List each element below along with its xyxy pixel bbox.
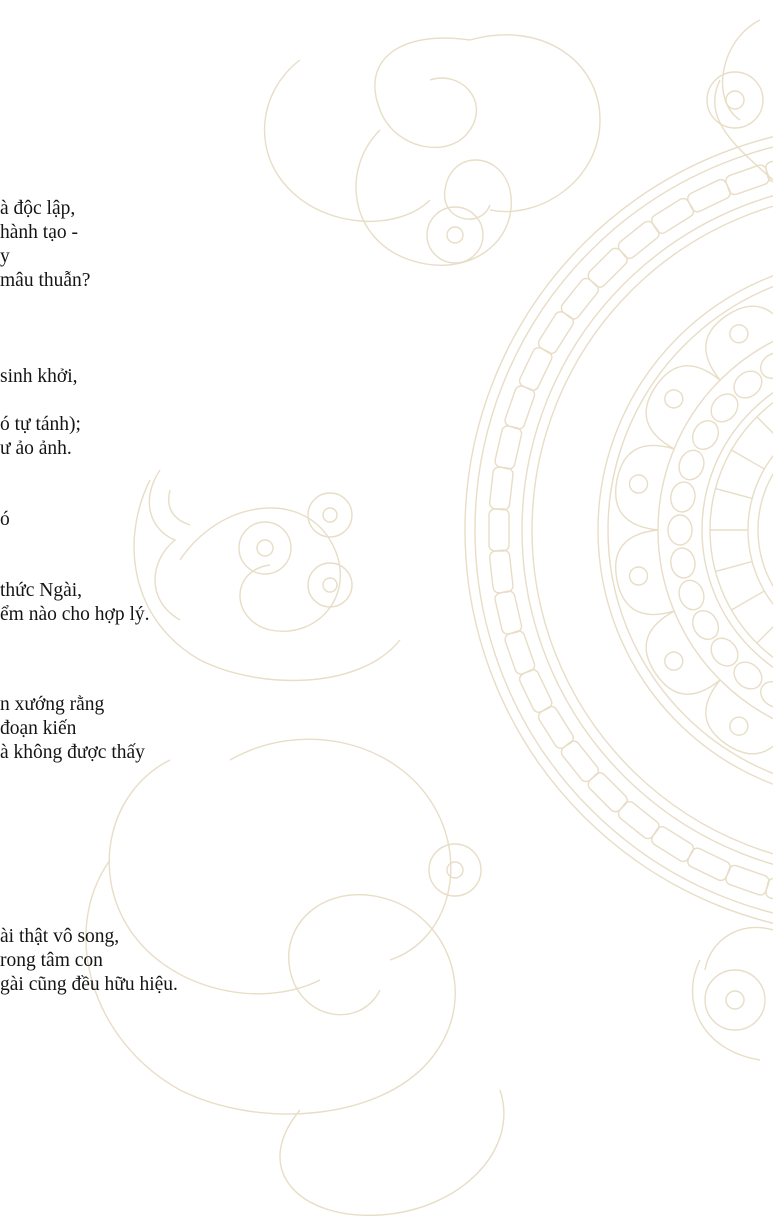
swirl-eye-7 <box>705 970 765 1030</box>
verse-line: ài thật vô song, <box>0 926 120 947</box>
swirl-eye-5-inner <box>447 862 463 878</box>
mandala-bead <box>668 480 697 514</box>
mandala-bead <box>756 348 773 384</box>
mandala-spoke <box>757 616 773 643</box>
mandala-petal-swirl <box>665 652 683 670</box>
verse-line: hành tạo - <box>0 222 78 243</box>
mandala-spoke <box>716 562 753 572</box>
verse-line: ểm nào cho hợp lý. <box>0 604 150 625</box>
mandala-petals <box>616 276 773 785</box>
mandala-petal-swirl <box>665 390 683 408</box>
mandala-block <box>616 219 661 261</box>
verse-line: ó tự tánh); <box>0 414 81 435</box>
verse-line: ó <box>0 509 10 530</box>
mandala-block <box>724 163 770 196</box>
mandala-petal <box>616 445 674 530</box>
swirl-eye-4-inner <box>323 578 337 592</box>
swirl-eye-1-inner <box>447 227 463 243</box>
mandala-ring-11 <box>758 418 773 642</box>
verse-line: rong tâm con <box>0 950 103 971</box>
swirl-eye-7-inner <box>726 991 744 1009</box>
cloud-swirl-right-bottom <box>693 927 773 1060</box>
mandala-block <box>494 425 523 470</box>
mandala-petal <box>616 530 674 615</box>
mandala-bead <box>668 515 692 545</box>
mandala-block <box>616 799 661 841</box>
mandala-petal-swirl <box>730 717 748 735</box>
verse-line: à độc lập, <box>0 198 76 219</box>
mandala-block <box>489 509 509 551</box>
swirl-eye-5 <box>429 844 481 896</box>
cloud-swirl-left <box>134 480 400 680</box>
verse-line: ư ảo ảnh. <box>0 438 72 459</box>
swirl-eye-3-inner <box>323 508 337 522</box>
mandala-block <box>494 590 523 635</box>
mandala-bead <box>668 546 697 580</box>
mandala-petal-swirl <box>730 325 748 343</box>
swirl-eye-3 <box>308 493 352 537</box>
cloud-swirl-top <box>265 35 600 222</box>
verse-line: mâu thuẫn? <box>0 270 91 291</box>
verse-line: à không được thấy <box>0 742 145 763</box>
swirl-eye-4 <box>308 563 352 607</box>
swirl-eye-6-inner <box>726 91 744 109</box>
verse-line: n xướng rằng <box>0 694 105 715</box>
mandala-block <box>503 384 536 430</box>
mandala-block <box>489 467 514 511</box>
verse-line: gài cũng đều hữu hiệu. <box>0 974 178 995</box>
mandala-spoke <box>716 489 753 499</box>
mandala-block <box>489 550 514 594</box>
mandala-block <box>649 824 695 863</box>
cloud-swirl-bottom <box>86 739 455 1114</box>
verse-line: thức Ngài, <box>0 580 83 601</box>
verse-line: sinh khởi, <box>0 366 78 387</box>
mandala-bead <box>675 447 708 483</box>
mandala-block <box>536 309 575 355</box>
mandala-block <box>503 629 536 675</box>
mandala-block <box>559 739 601 784</box>
mandala-bead <box>675 577 708 613</box>
mandala-spoke <box>731 591 764 610</box>
mandala-block <box>586 770 630 814</box>
mandala-spoke <box>757 417 773 444</box>
mandala-bead <box>756 677 773 713</box>
mandala-petal-swirl <box>630 567 648 585</box>
swirl-eye-2-inner <box>257 540 273 556</box>
mandala-block <box>559 276 601 321</box>
flame-lick <box>149 470 190 620</box>
verse-line: y <box>0 246 10 267</box>
mandala-block <box>724 864 770 897</box>
mandala-ring-10 <box>748 408 773 652</box>
mandala-block <box>586 246 630 290</box>
mandala-spoke <box>731 450 764 469</box>
mandala-petal-swirl <box>630 475 648 493</box>
verse-line: đoạn kiến <box>0 718 77 739</box>
cloud-swirl-top-2 <box>356 130 511 265</box>
mandala-spokes <box>710 370 773 690</box>
